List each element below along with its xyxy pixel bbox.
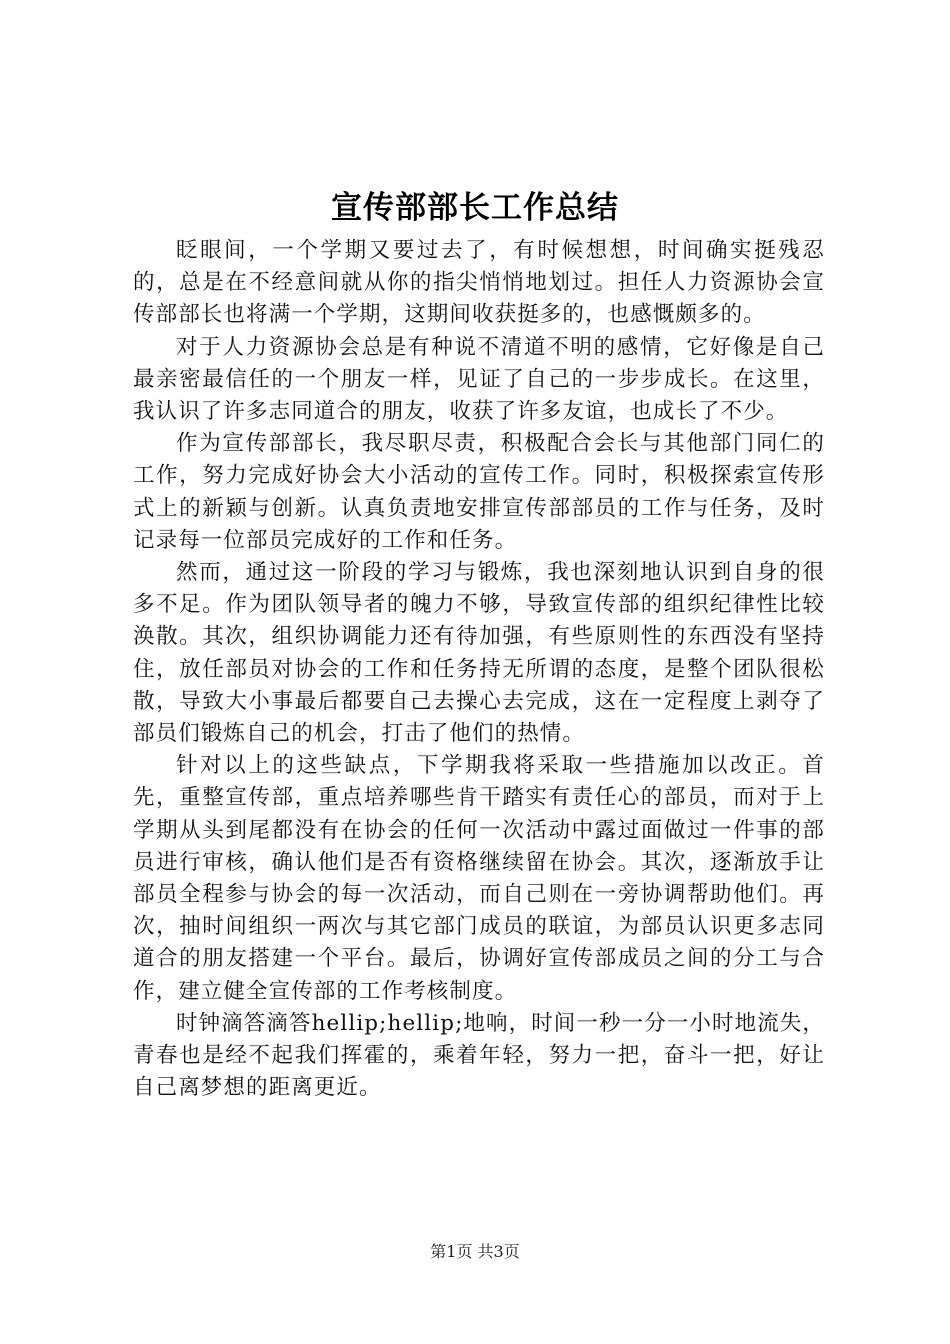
paragraph-3: 作为宣传部部长，我尽职尽责，积极配合会长与其他部门同仁的工作，努力完成好协会大小活动的宣传工作。同时，积极探索宣传形式上的新颖与创新。认真负责地安排宣传部部员的工作与任务，及时记录每一位部员完成好的工作和任务。 [133, 431, 825, 553]
document-body [133, 235, 825, 1104]
paragraph-2: 对于人力资源协会总是有种说不清道不明的感情，它好像是自己最亲密最信任的一个朋友一样，见证了自己的一步步成长。在这里，我认识了许多志同道合的朋友，收获了许多友谊，也成长了不少。 [133, 334, 825, 425]
paragraph-1: 眨眼间，一个学期又要过去了，有时候想想，时间确实挺残忍的，总是在不经意间就从你的指尖悄悄地划过。担任人力资源协会宣传部部长也将满一个学期，这期间收获挺多的，也感慨颇多的。 [133, 238, 825, 328]
paragraph-4: 然而，通过这一阶段的学习与锻炼，我也深刻地认识到自身的很多不足。作为团队领导者的魄力不够，导致宣传部的组织纪律性比较涣散。其次，组织协调能力还有待加强，有些原则性的东西没有坚持住，放任部员对协会的工作和任务持无所谓的态度，是整个团队很松散，导致大小事最后都要自己去操心去完成，这在一定程度上剥夺了部员们锻炼自己的机会，打击了他们的热情。 [133, 560, 825, 747]
paragraph-6: 时钟滴答滴答hellip;hellip;地响，时间一秒一分一小时地流失，青春也是经不起我们挥霍的，乘着年轻，努力一把，奋斗一把，好让自己离梦想的距离更近。 [133, 1010, 826, 1101]
paragraph-5: 针对以上的这些缺点，下学期我将采取一些措施加以改正。首先，重整宣传部，重点培养哪些肯干踏实有责任心的部员，而对于上学期从头到尾都没有在协会的任何一次活动中露过面做过一件事的部员进行审核，确认他们是否有资格继续留在协会。其次，逐渐放手让部员全程参与协会的每一次活动，而自己则在一旁协调帮助他们。再次，抽时间组织一两次与其它部门成员的联谊，为部员认识更多志同道合的朋友搭建一个平台。最后，协调好宣传部成员之间的分工与合作，建立健全宣传部的工作考核制度。 [133, 753, 825, 1004]
page-number-footer: 第1页 共3页 [430, 1242, 520, 1261]
document-title: 宣传部部长工作总结 [331, 190, 619, 226]
